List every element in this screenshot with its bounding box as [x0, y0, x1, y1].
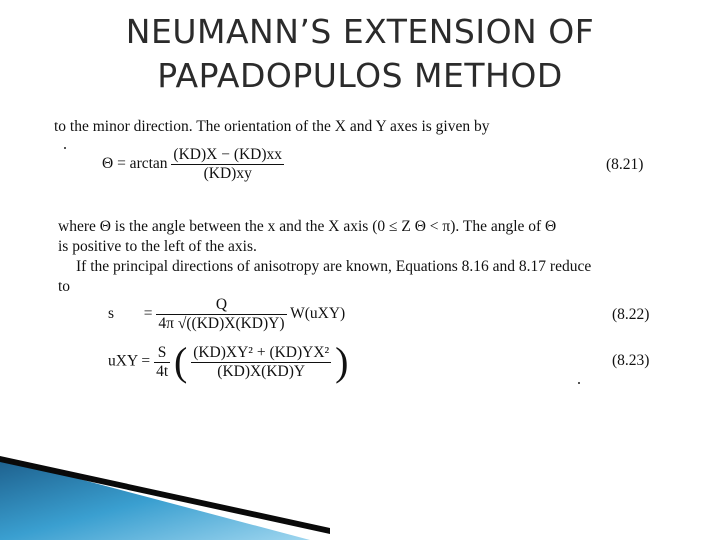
eq-8-23-fraction-1-denominator: 4t [156, 362, 169, 380]
eq-8-21-number: (8.21) [606, 156, 644, 173]
eq-8-21-numerator: (KD)X − (KD)xx [173, 146, 283, 163]
paragraph-1-line-2: is positive to the left of the axis. [58, 238, 257, 255]
eq-8-22-equals: = [143, 305, 153, 323]
eq-8-22-number: (8.22) [612, 306, 650, 323]
intro-line: to the minor direction. The orientation of the X and Y axes is given by [54, 118, 490, 135]
paragraph-1-line-1: where Θ is the angle between the x and the X axis (0 ≤ Z Θ < π). The angle of Θ [58, 218, 557, 235]
eq-8-22-lhs: s [108, 305, 115, 323]
eq-8-22-numerator: Q [156, 296, 286, 315]
paragraph-2-line-2: to [58, 278, 71, 295]
eq-8-23-fraction-2-numerator: (KD)XY² + (KD)YX² [193, 343, 330, 361]
paragraph-2-line-1: If the principal directions of anisotropy are known, Equations 8.16 and 8.17 reduce [76, 258, 592, 275]
title-line-1: NEUMANN’S EXTENSION OF [125, 12, 595, 51]
eq-8-23-fraction-2-denominator: (KD)X(KD)Y [217, 362, 306, 380]
eq-8-22-denominator: 4π √((KD)X(KD)Y) [158, 315, 285, 332]
eq-8-23-fraction-1-numerator: S [154, 344, 170, 363]
eq-8-22-rhs: W(uXY) [290, 305, 346, 323]
eq-8-23-right-paren: ) [335, 339, 349, 384]
title-line-2: PAPADOPULOS METHOD [157, 56, 563, 95]
eq-8-21-lhs: Θ = arctan [102, 155, 168, 173]
eq-8-23-left-paren: ( [174, 339, 188, 384]
eq-8-23-lhs: uXY = [108, 352, 151, 370]
eq-8-21-denominator: (KD)xy [203, 165, 252, 182]
eq-8-23-number: (8.23) [612, 352, 650, 369]
